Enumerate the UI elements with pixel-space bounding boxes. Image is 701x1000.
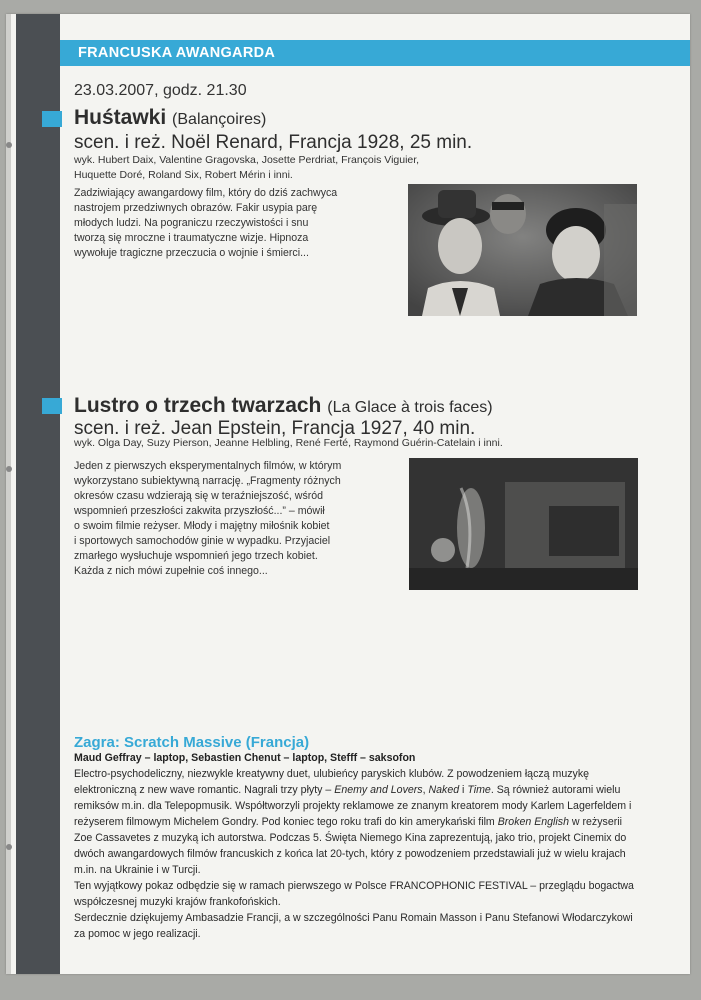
text-run: i (459, 784, 468, 796)
album-title: Naked (428, 784, 460, 796)
film-original-title: (Balançoires) (172, 111, 267, 128)
film-still-photo (409, 458, 638, 590)
synopsis-line: wywołuje tragiczne przeczucia o wojnie i śmierci... (74, 247, 309, 259)
synopsis-line: o swoim filmie reżyser. Młody i majętny miłośnik kobiet (74, 520, 330, 532)
synopsis-line: zmarłego wysłuchuje wspomnień jego trzech kobiet. (74, 550, 318, 562)
film-mention: Broken English (497, 816, 569, 828)
film-marker (42, 398, 62, 414)
synopsis-line: i sportowych samochodów ginie w wypadku. Przyjaciel (74, 535, 331, 547)
synopsis-line: Zadziwiający awangardowy film, który do dziś zachwyca (74, 187, 338, 199)
performer-lineup: Maud Geffray – laptop, Sebastien Chenut – laptop, Stefff – saksofon (74, 752, 416, 764)
synopsis-line: wykorzystano subiektywną narrację. „Fragmenty różnych (74, 475, 341, 487)
cast-line: Huquette Doré, Roland Six, Robert Mérin i inni. (74, 169, 293, 181)
film-cast (74, 436, 503, 451)
description-paragraph (74, 766, 634, 878)
brochure-page (6, 14, 690, 974)
synopsis-line: młodych ludzi. Na pograniczu rzeczywistości i snu (74, 217, 309, 229)
film-title-text: Lustro o trzech twarzach (74, 394, 322, 417)
spine-bar (16, 14, 60, 974)
staple-hole (6, 844, 12, 850)
film-still-photo (408, 184, 637, 316)
staple-hole (6, 466, 12, 472)
synopsis-line: tworzą się mroczne i traumatyczne wizje. Hipnoza (74, 232, 309, 244)
film-title (74, 394, 493, 418)
text-run: . Są również autorami wielu remiksów m.in. dla Telepopmusik. Współtworzyli projekty reklamowe ze znanym kreatorem mody Karlem Lagerfeldem i reżyserem filmowym Michelem Gondry. Pod koniec tego roku trafi do kin amerykański film (74, 784, 632, 828)
section-header: FRANCUSKA AWANGARDA (60, 40, 690, 66)
synopsis-line: nastrojem przedziwnych obrazów. Fakir usypia parę (74, 202, 318, 214)
film-synopsis (74, 186, 337, 261)
synopsis-line: Każda z nich mówi zupełnie coś innego... (74, 565, 268, 577)
page-edge (6, 14, 11, 974)
cast-line: wyk. Olga Day, Suzy Pierson, Jeanne Helbling, René Ferté, Raymond Guérin-Catelain i inni. (74, 437, 503, 449)
film-title (74, 106, 266, 130)
synopsis-line: okresów czasu wdzierają się w teraźniejszość, wśród (74, 490, 324, 502)
cast-line: wyk. Hubert Daix, Valentine Gragovska, Josette Perdriat, François Viguier, (74, 154, 420, 166)
festival-paragraph: Ten wyjątkowy pokaz odbędzie się w ramach pierwszego w Polsce FRANCOPHONIC FESTIVAL – przeglądu bogactwa współczesnej muzyki krajów frankofońskich. (74, 880, 634, 908)
text-run: , (422, 784, 429, 796)
film-marker (42, 111, 62, 127)
film-original-title: (La Glace à trois faces) (327, 399, 493, 416)
album-title: Time (467, 784, 491, 796)
film-cast (74, 153, 419, 183)
screening-date: 23.03.2007, godz. 21.30 (74, 82, 247, 99)
album-title: Enemy and Lovers (334, 784, 423, 796)
text-run: w reżyserii Zoe Cassavetes z muzyką ich autorstwa. Podczas 5. Święta Niemego Kina zaprezentują, jako trio, projekt Cinemix do dwóch awangardowych filmów francuskich z końca lat 20-tych, który z powodzeniem przedstawiali już w wielu krajach m.in. na Ukrainie i w Turcji. (74, 816, 627, 876)
text-run: Electro-psychodeliczny, niezwykle kreatywny duet, ulubieńcy paryskich klubów. Z powodzeniem łączą muzykę elektroniczną z new wave romantic. Nagrali trzy płyty – (74, 768, 590, 796)
performer-description (74, 766, 634, 942)
performer-heading: Zagra: Scratch Massive (Francja) (74, 734, 310, 751)
film-synopsis (74, 459, 341, 579)
film-credits: scen. i reż. Noël Renard, Francja 1928, 25 min. (74, 132, 473, 153)
film-still-image (409, 458, 638, 590)
staple-hole (6, 142, 12, 148)
film-credits: scen. i reż. Jean Epstein, Francja 1927, 40 min. (74, 418, 476, 439)
film-title-text: Huśtawki (74, 106, 167, 129)
synopsis-line: wspomnień przeszłości zakwita przyszłość...” – mówił (74, 505, 325, 517)
thanks-paragraph: Serdecznie dziękujemy Ambasadzie Francji, a w szczególności Panu Romain Masson i Panu Stefanowi Włodarczykowi za pomoc w jego realizacji. (74, 912, 633, 940)
film-still-image (408, 184, 637, 316)
synopsis-line: Jeden z pierwszych eksperymentalnych filmów, w którym (74, 460, 342, 472)
